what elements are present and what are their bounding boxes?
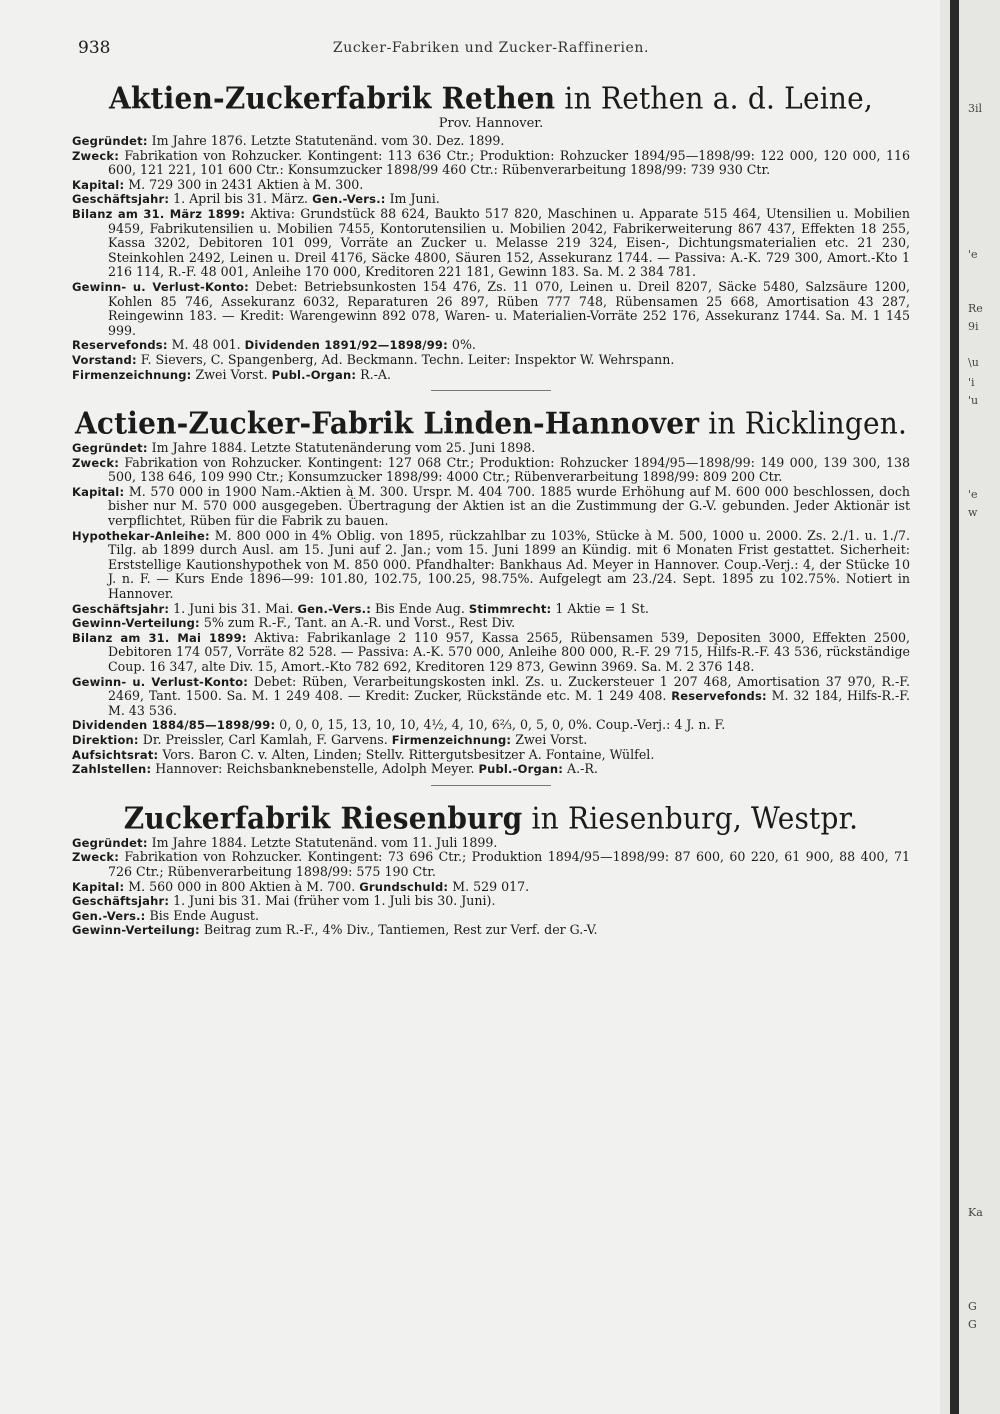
field-text: M. 48 001. bbox=[167, 337, 245, 353]
field-text: Fabrikation von Rohzucker. Kontingent: 113 636 Ctr.; Produktion: Rohzucker 1894/95—1898/99: 122 000, 120 000, 116 600, 121 221, 101 600 Ctr.: Konsumzucker 1898/99 460 Ctr.: Rübenverarbeitung 1898/99: 739 930 Ctr. bbox=[108, 147, 910, 178]
entry-paragraph bbox=[72, 441, 910, 456]
field-text: Dr. Preissler, Carl Kamlah, F. Garvens. bbox=[138, 731, 392, 747]
field-label: Aufsichtsrat: bbox=[72, 747, 159, 762]
entry-paragraph bbox=[72, 485, 910, 529]
field-text: M. 729 300 in 2431 Aktien à M. 300. bbox=[124, 176, 364, 192]
entry-paragraph bbox=[72, 207, 910, 280]
field-text: Zwei Vorst. bbox=[511, 731, 588, 747]
entry-paragraph bbox=[72, 178, 910, 193]
field-label: Gewinn-Verteilung: bbox=[72, 616, 200, 631]
field-label: Publ.-Organ: bbox=[478, 762, 564, 777]
field-label: Hypothekar-Anleihe: bbox=[72, 528, 210, 543]
field-text: Hannover: Reichsbanknebenstelle, Adolph Meyer. bbox=[151, 761, 479, 777]
entry-paragraph bbox=[72, 894, 910, 909]
entry-paragraph bbox=[72, 762, 910, 777]
company-location: in Ricklingen. bbox=[699, 406, 908, 442]
field-text: 1. Juni bis 31. Mai (früher vom 1. Juli bis 30. Juni). bbox=[169, 893, 496, 909]
company-name: Aktien-Zuckerfabrik Rethen bbox=[108, 80, 556, 116]
entry-separator bbox=[431, 390, 551, 391]
entry-paragraph bbox=[72, 602, 910, 617]
field-label: Publ.-Organ: bbox=[271, 367, 357, 382]
field-label: Zweck: bbox=[72, 455, 120, 470]
margin-fragment: 3il bbox=[968, 102, 983, 115]
field-text: Fabrikation von Rohzucker. Kontingent: 127 068 Ctr.; Produktion: Rohzucker 1894/95—1898/99: 149 000, 139 300, 138 500, 138 646, 109 990 Ctr.; Konsumzucker 1898/99: 4000 Ctr.; Rübenverarbeitung 1898/99: 809 200 Ctr. bbox=[108, 454, 910, 485]
margin-fragment: G bbox=[968, 1318, 977, 1331]
field-text: M. 800 000 in 4% Oblig. von 1895, rückzahlbar zu 103%, Stücke à M. 500, 1000 u. 2000. Zs. 2./1. u. 1./7. Tilg. ab 1899 durch Ausl. am 15. Juni auf 2. Jan.; vom 15. Juni 1899 an Kündig. mit 6 Monaten Frist gestattet. Sicherheit: Erststellige Kautionshypothek von M. 850 000. Pfandhalter: Bankhaus Ad. Meyer in Hannover. Coup.-Verj.: 4, der Stücke 10 J. n. F. — Kurs Ende 1896—99: 101.80, 102.75, 100.25, 98.75%. Aufgelegt am 23./24. Sept. 1895 zu 102.75%. Notiert in Hannover. bbox=[108, 527, 910, 602]
entry-paragraph bbox=[72, 748, 910, 763]
field-label: Reservefonds: bbox=[671, 689, 767, 704]
field-text: Vors. Baron C. v. Alten, Linden; Stellv. Rittergutsbesitzer A. Fontaine, Wülfel. bbox=[158, 746, 655, 762]
field-text: Debet: Rüben, Verarbeitungskosten inkl. Zs. u. Zuckersteuer 1 207 468, Amortisation 37 970, R.-F. 2469, Tant. 1500. Sa. M. 1 249 408. — Kredit: Zucker, Rückstände etc. M. 1 249 408. bbox=[108, 673, 911, 704]
field-label: Stimmrecht: bbox=[468, 601, 552, 616]
entry-separator bbox=[431, 785, 551, 786]
field-label: Kapital: bbox=[72, 879, 125, 894]
field-text: Aktiva: Fabrikanlage 2 110 957, Kassa 2565, Rübensamen 539, Depositen 3000, Effekten 2500, Debitoren 174 057, Vorräte 82 528. — Passiva: A.-K. 570 000, Anleihe 800 000, R.-F. 29 715, Hilfs-R.-F. 43 536, rückständige Coup. 16 347, alte Div. 15, Amort.-Kto 782 692, Kreditoren 129 873, Gewinn 3969. Sa. M. 2 376 148. bbox=[108, 629, 910, 674]
field-text: 1. April bis 31. März. bbox=[169, 191, 313, 207]
field-text: 1. Juni bis 31. Mai. bbox=[169, 600, 298, 616]
entry-paragraph bbox=[72, 923, 910, 938]
field-label: Dividenden 1891/92—1898/99: bbox=[244, 338, 448, 353]
document-page bbox=[72, 34, 910, 954]
field-label: Geschäftsjahr: bbox=[72, 601, 170, 616]
company-name: Actien-Zucker-Fabrik Linden-Hannover bbox=[74, 406, 700, 442]
field-label: Grundschuld: bbox=[359, 879, 449, 894]
field-text: R.-A. bbox=[356, 366, 391, 382]
company-title bbox=[72, 406, 910, 442]
adjacent-page-edge bbox=[940, 0, 1000, 1414]
field-label: Kapital: bbox=[72, 177, 125, 192]
field-label: Direktion: bbox=[72, 732, 139, 747]
field-text: Bis Ende August. bbox=[145, 907, 259, 923]
entry-paragraph bbox=[72, 909, 910, 924]
margin-fragment: 'e bbox=[968, 248, 978, 261]
field-label: Vorstand: bbox=[72, 352, 137, 367]
field-text: Debet: Betriebsunkosten 154 476, Zs. 11 070, Leinen u. Dreil 8207, Säcke 5480, Salzsäure 1200, Kohlen 85 746, Assekuranz 6032, Reparaturen 26 897, Rüben 777 748, Rübensamen 25 668, Amortisation 43 287, Reingewinn 183. — Kredit: Warengewinn 892 078, Waren- u. Materialien-Vorräte 252 176, Assekuranz 1744. Sa. M. 1 145 999. bbox=[108, 278, 911, 338]
field-label: Gegründet: bbox=[72, 134, 148, 148]
margin-fragment: Ka bbox=[968, 1206, 983, 1219]
margin-fragment: Re bbox=[968, 302, 983, 315]
field-text: M. 560 000 in 800 Aktien à M. 700. bbox=[124, 878, 360, 894]
field-label: Gewinn-Verteilung: bbox=[72, 923, 200, 938]
margin-fragment: 'e bbox=[968, 488, 978, 501]
field-text: Im Juni. bbox=[385, 191, 440, 207]
field-text: 0%. bbox=[447, 337, 476, 353]
field-label: Gewinn- u. Verlust-Konto: bbox=[72, 674, 248, 689]
margin-fragment: 9i bbox=[968, 320, 979, 333]
entry-paragraph bbox=[72, 733, 910, 748]
margin-fragment: 'i bbox=[968, 376, 975, 389]
field-label: Zweck: bbox=[72, 850, 120, 865]
company-location: in Rethen a. d. Leine, bbox=[555, 80, 874, 116]
entry-paragraph bbox=[72, 529, 910, 602]
binding-shadow bbox=[950, 0, 959, 1414]
field-label: Geschäftsjahr: bbox=[72, 894, 170, 909]
field-label: Firmenzeichnung: bbox=[391, 732, 512, 747]
margin-fragment: G bbox=[968, 1300, 977, 1313]
entry-paragraph bbox=[72, 456, 910, 485]
entry-paragraph bbox=[72, 631, 910, 675]
company-entries bbox=[72, 82, 910, 938]
field-label: Reservefonds: bbox=[72, 338, 168, 353]
running-title: Zucker-Fabriken und Zucker-Raffinerien. bbox=[332, 40, 650, 56]
margin-fragment: 'u bbox=[968, 394, 979, 407]
field-label: Gegründet: bbox=[72, 441, 148, 456]
field-label: Dividenden 1884/85—1898/99: bbox=[72, 718, 276, 733]
field-label: Kapital: bbox=[72, 484, 125, 499]
field-text: 5% zum R.-F., Tant. an A.-R. und Vorst., Rest Div. bbox=[199, 615, 516, 631]
company-entry bbox=[72, 802, 910, 938]
entry-paragraph bbox=[72, 338, 910, 353]
field-label: Gegründet: bbox=[72, 835, 148, 850]
field-text: Zwei Vorst. bbox=[191, 366, 272, 382]
company-entry bbox=[72, 82, 910, 391]
field-text: M. 32 184, Hilfs-R.-F. M. 43 536. bbox=[108, 688, 910, 718]
field-text: 0, 0, 0, 15, 13, 10, 10, 4½, 4, 10, 6⅔, 0, 5, 0, 0%. Coup.-Verj.: 4 J. n. F. bbox=[275, 717, 726, 733]
entry-paragraph bbox=[72, 134, 910, 149]
running-header bbox=[72, 34, 910, 68]
field-text: Aktiva: Grundstück 88 624, Baukto 517 820, Maschinen u. Apparate 515 464, Utensilien u. Mobilien 9459, Fabrikutensilien u. Mobilien 7455, Kontorutensilien u. Mobilien 2042, Fabrikerweiterung 867 437, Effekten 18 255, Kassa 3202, Debitoren 101 099, Vorräte an Zucker u. Melasse 219 324, Eisen-, Dichtungsmaterialien etc. 21 230, Steinkohlen 2492, Leinen u. Dreil 4176, Säcke 4800, Säuren 152, Assekuranz 1744. — Passiva: A.-K. 729 300, Amort.-Kto 1 216 114, R.-F. 48 001, Anleihe 170 000, Kreditoren 221 181, Gewinn 183. Sa. M. 2 384 781. bbox=[108, 205, 910, 280]
company-subtitle: Prov. Hannover. bbox=[438, 116, 544, 131]
entry-paragraph bbox=[72, 280, 910, 338]
company-title bbox=[72, 801, 910, 837]
field-label: Gen.-Vers.: bbox=[72, 908, 146, 923]
entry-paragraph bbox=[72, 850, 910, 879]
field-text: Im Jahre 1876. Letzte Statutenänd. vom 30. Dez. 1899. bbox=[147, 133, 505, 148]
field-label: Geschäftsjahr: bbox=[72, 192, 170, 207]
field-text: F. Sievers, C. Spangenberg, Ad. Beckmann. Techn. Leiter: Inspektor W. Wehrspann. bbox=[136, 351, 675, 367]
field-text: 1 Aktie = 1 St. bbox=[551, 600, 649, 616]
entry-paragraph bbox=[72, 353, 910, 368]
margin-fragment: \u bbox=[968, 356, 979, 369]
company-entry bbox=[72, 407, 910, 786]
entry-paragraph bbox=[72, 718, 910, 733]
company-title bbox=[72, 81, 910, 117]
field-label: Bilanz am 31. Mai 1899: bbox=[72, 630, 247, 645]
entry-paragraph bbox=[72, 880, 910, 895]
field-label: Zweck: bbox=[72, 148, 120, 163]
entry-paragraph bbox=[72, 616, 910, 631]
field-text: A.-R. bbox=[563, 761, 598, 777]
company-name: Zuckerfabrik Riesenburg bbox=[123, 800, 523, 836]
entry-paragraph bbox=[72, 836, 910, 851]
field-label: Gen.-Vers.: bbox=[297, 601, 372, 616]
field-text: Bis Ende Aug. bbox=[371, 600, 469, 616]
field-text: Fabrikation von Rohzucker. Kontingent: 73 696 Ctr.; Produktion 1894/95—1898/99: 87 600, 60 220, 61 900, 88 400, 71 726 Ctr.; Rübenverarbeitung 1898/99: 575 190 Ctr. bbox=[108, 849, 910, 879]
field-label: Bilanz am 31. März 1899: bbox=[72, 206, 246, 221]
field-label: Gen.-Vers.: bbox=[312, 192, 386, 207]
entry-paragraph bbox=[72, 675, 910, 719]
company-location: in Riesenburg, Westpr. bbox=[522, 800, 859, 836]
entry-paragraph bbox=[72, 368, 910, 383]
field-text: M. 529 017. bbox=[448, 878, 530, 894]
entry-paragraph bbox=[72, 149, 910, 178]
field-label: Zahlstellen: bbox=[72, 762, 152, 777]
entry-paragraph bbox=[72, 192, 910, 207]
margin-fragment: w bbox=[968, 506, 978, 519]
field-label: Firmenzeichnung: bbox=[72, 367, 192, 382]
field-text: Beitrag zum R.-F., 4% Div., Tantiemen, Rest zur Verf. der G.-V. bbox=[199, 922, 598, 938]
field-label: Gewinn- u. Verlust-Konto: bbox=[72, 279, 249, 294]
page-number: 938 bbox=[78, 38, 111, 58]
field-text: Im Jahre 1884. Letzte Statutenänd. vom 11. Juli 1899. bbox=[147, 834, 498, 850]
field-text: M. 570 000 in 1900 Nam.-Aktien à M. 300. Urspr. M. 404 700. 1885 wurde Erhöhung auf M. 600 000 beschlossen, doch bisher nur M. 570 000 ausgegeben. Übertragung der Aktien ist an die Zustimmung der G.-V. gebunden. Jeder Aktionär ist verpflichtet, Rüben für die Fabrik zu bauen. bbox=[108, 483, 910, 529]
field-text: Im Jahre 1884. Letzte Statutenänderung vom 25. Juni 1898. bbox=[147, 440, 536, 456]
